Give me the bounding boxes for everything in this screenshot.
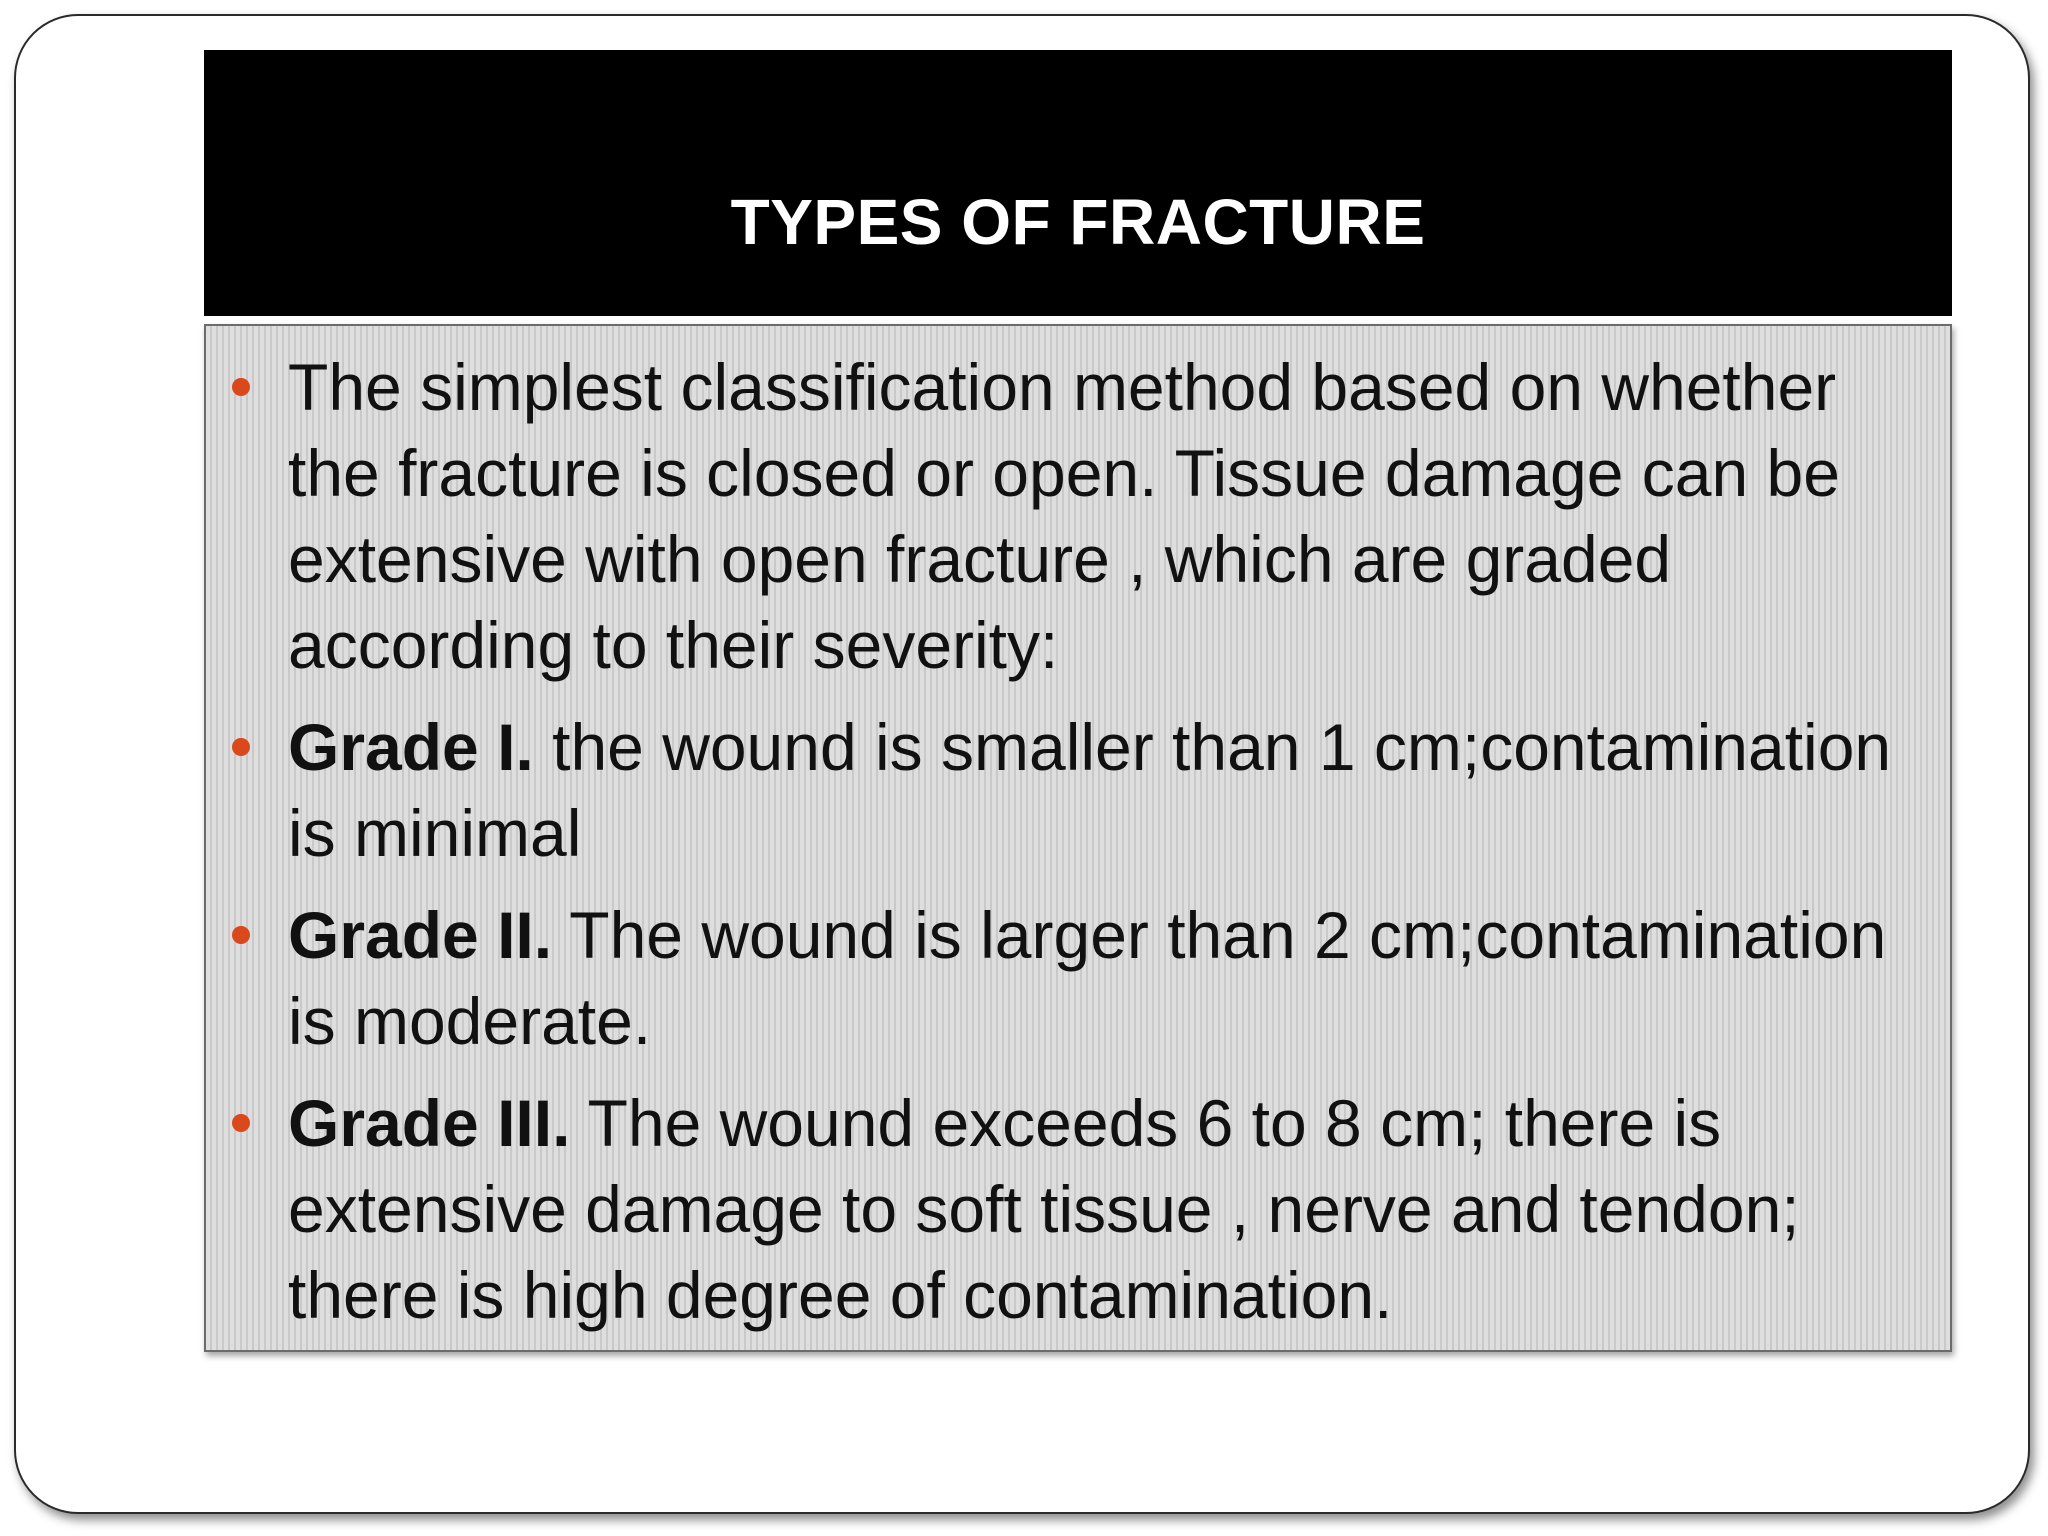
bullet-item-grade-3 (206, 1080, 1950, 1338)
bullet-text: the wound is smaller than 1 cm;contamination is minimal (288, 710, 1892, 870)
bullet-dot-icon (232, 926, 250, 944)
bullet-item-grade-1 (206, 704, 1950, 876)
grade-label: Grade II. (288, 898, 553, 972)
grade-label: Grade I. (288, 710, 534, 784)
grade-label: Grade III. (288, 1086, 571, 1160)
bullet-dot-icon (232, 1114, 250, 1132)
slide-title: TYPES OF FRACTURE (730, 186, 1426, 258)
bullet-item-grade-2 (206, 892, 1950, 1064)
bullet-list (206, 344, 1950, 1354)
bullet-text: The simplest classification method based on whether the fracture is closed or open. Tissue damage can be extensive with open fracture , which are graded according to their severity: (288, 350, 1840, 682)
title-bar (204, 50, 1952, 316)
bullet-dot-icon (232, 738, 250, 756)
bullet-item-intro (206, 344, 1950, 688)
bullet-dot-icon (232, 378, 250, 396)
bullet-text: The wound exceeds 6 to 8 cm; there is extensive damage to soft tissue , nerve and tendon; there is high degree of contamination. (288, 1086, 1800, 1332)
content-box (204, 324, 1952, 1352)
bullet-text: The wound is larger than 2 cm;contamination is moderate. (288, 898, 1887, 1058)
